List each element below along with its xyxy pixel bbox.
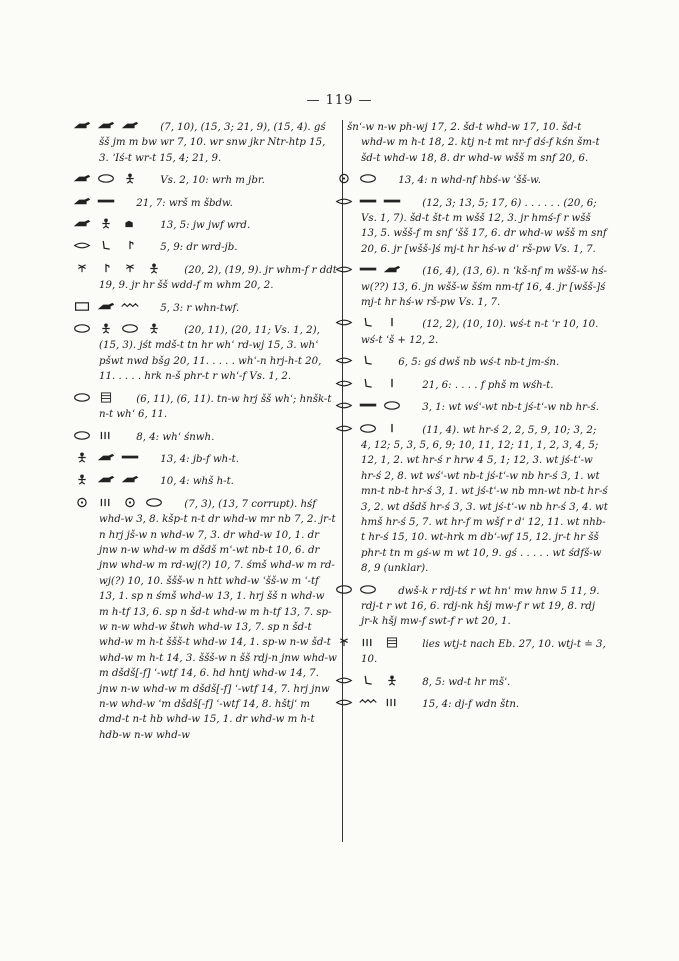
- entry-text: 8, 4: whʿ śnwh.: [133, 431, 215, 443]
- hieroglyph-bird-icon: [395, 264, 417, 275]
- entry-text: 13, 4: jb-f wh-t.: [157, 453, 240, 465]
- entry-text: šnʿ-w n-w ph-wj 17, 2. šd-t whd-w 17, 10. šd-t whd-w m h-t 18, 2. ktj n-t mt nr-f dś-f kśn šm-t šd-t whd-w 18, 8. dr whd-w wšš m snf 20, 6.: [347, 122, 600, 164]
- entry-text: 10, 4: whš h-t.: [157, 476, 234, 488]
- entry-text: 6, 5: gś dwš nb wś-t nb-t jm-śn.: [395, 357, 560, 369]
- column-divider: [342, 120, 343, 842]
- hieroglyph-bar-icon: [395, 196, 417, 207]
- right-entry: [347, 697, 609, 712]
- right-entry: [347, 378, 609, 393]
- entry-text: 21, 7: wrš m šbdw.: [133, 197, 233, 209]
- hieroglyph-stroke-icon: [395, 378, 417, 389]
- hieroglyph-bird-icon: [133, 120, 155, 131]
- hieroglyph-reed-icon: [133, 240, 155, 251]
- right-entry: [347, 196, 609, 258]
- hieroglyph-loop-icon: [395, 400, 417, 411]
- left-entry: [85, 120, 337, 166]
- entry-text: 15, 4: dj-f wdn štn.: [419, 699, 520, 710]
- entry-text: lies wtj-t nach Eb. 27, 10. wtj-t ≐ 3, 10.: [361, 638, 606, 666]
- hieroglyph-strokes-icon: [109, 430, 131, 441]
- left-entry: [85, 301, 337, 316]
- hieroglyph-bar-icon: [133, 452, 155, 463]
- right-entry: [347, 423, 609, 577]
- right-entry: [347, 355, 609, 370]
- entry-text: 21, 6: . . . . f phš m wśh-t.: [419, 379, 554, 391]
- right-column: [347, 120, 609, 719]
- hieroglyph-loop-icon: [371, 173, 393, 184]
- hieroglyph-hatch-icon: [395, 637, 417, 648]
- left-entry: [85, 173, 337, 188]
- hieroglyph-bar-icon: [109, 196, 131, 207]
- left-entry: [85, 240, 337, 255]
- hieroglyph-stroke-icon: [395, 423, 417, 434]
- hieroglyph-hatch-icon: [109, 392, 131, 403]
- left-entry: [85, 323, 337, 385]
- page-number: — 119 —: [306, 93, 373, 108]
- left-entry: [85, 474, 337, 489]
- hieroglyph-strokes-icon: [395, 697, 417, 708]
- right-entry: [347, 264, 609, 310]
- hieroglyph-water-icon: [133, 301, 155, 312]
- right-entry: [347, 400, 609, 415]
- left-entry: [85, 452, 337, 467]
- entry-text: (20, 2), (19, 9). jr whm-f r ddt 19, 9. jr hr šš wdd-f m whm 20, 2.: [99, 264, 337, 292]
- entry-text: 5, 3: r whn-twf.: [157, 302, 240, 314]
- entry-text: 8, 5: wd-t hr mšʿ.: [419, 676, 511, 688]
- right-entry: [347, 173, 609, 188]
- entry-text: 13, 4: n whd-nf hbś-w ʿšš-w.: [395, 175, 541, 187]
- entry-text: (20, 11), (20, 11; Vs. 1, 2), (15, 3). jśt mdš-t tn hr whʿ rd-wj 15, 3. whʿ pšwt nwd bšg 20, 11. . . . . whʿ-n hrj-h-t 20, 11. . . . . hrk n-š phr-t r whʿ-f Vs. 1, 2.: [99, 325, 322, 383]
- entry-text: 3, 1: wt wśʿ-wt nb-t jś-tʿ-w nb hr-ś.: [419, 402, 599, 414]
- left-entry: [85, 497, 337, 744]
- entry-text: (16, 4), (13, 6). n ʿkš-nf m wšš-w hś-w(??) 13, 6. jn wšš-w šśm nm-tf 16, 4. jr [wšš-]ś mj-t hr hś-w rš-pw Vs. 1, 7.: [361, 266, 607, 309]
- right-entry: [347, 584, 609, 630]
- entry-text: (12, 2), (10, 10). wś-t n-t ʿr 10, 10. wś-t ʿš + 12, 2.: [361, 319, 599, 346]
- hieroglyph-bird-icon: [133, 474, 155, 485]
- left-entry: [85, 430, 337, 445]
- right-entry: [347, 637, 609, 668]
- right-entry: [347, 120, 609, 166]
- entry-text: 13, 5: jw jwf wrd.: [157, 220, 251, 232]
- left-column: [85, 120, 337, 750]
- left-entry: [85, 196, 337, 211]
- entry-text: (7, 3), (13, 7 corrupt). hśf whd-w 3, 8. kšp-t n-t dr whd-w mr nb 7, 2. jr-t n hrj jš-w n whd-w 7, 3. dr whd-w 10, 1. dr jnw n-w whd-w m dšdš mʿ-wt nb-t 10, 6. dr jnw whd-w m rd-wj(?) 10, 7. śmš whd-w m rd-wj(?) 10, 10. ššš-w n htt whd-w ʿšš-w m ʿ-tf 13, 1. sp n śmš whd-w 13, 1. hrj šš n whd-w m h-tf 13, 6. sp n šd-t whd-w m h-tf 13, 7. sp-w n-w whd-w štwh whd-w 13, 7. sp n šd-t whd-w m h-t ššš-t whd-w 14, 1. sp-w n-w šd-t whd-w m h-t 14, 3. ššš-w n šš rdj-n jnw whd-w m dšdš[-f] ʿ-wtf 14, 6. hd hntj whd-w 14, 7. jnw n-w whd-w m dšdš[-f] ʿ-wtf 14, 7. hrj jnw n-w whd-w ʿm dšdš[-f] ʿ-wtf 14, 8. hštjʿ m dmd-t n-t hb whd-w 15, 1. dr whd-w m h-t hdb-w n-w whd-w: [99, 498, 337, 741]
- hieroglyph-loop-icon: [157, 497, 179, 508]
- right-entry: [347, 317, 609, 348]
- entry-text: (6, 11), (6, 11). tn-w hrj šš whʿ; hnšk-t n-t whʿ 6, 11.: [99, 393, 332, 421]
- right-entry: [347, 675, 609, 690]
- entry-text: (7, 10), (15, 3; 21, 9), (15, 4). gś šš jm m bw wr 7, 10. wr snw jkr Ntr-htp 15, 3. ʾIś-t wr-t 15, 4; 21, 9.: [99, 122, 326, 164]
- hieroglyph-man-icon: [157, 263, 179, 274]
- entry-text: 5, 9: dr wrd-jb.: [157, 242, 238, 254]
- left-entry: [85, 392, 337, 423]
- left-entry: [85, 218, 337, 233]
- left-entry: [85, 263, 337, 294]
- hieroglyph-man-icon: [133, 173, 155, 184]
- entry-text: Vs. 2, 10: wrh m jbr.: [157, 175, 265, 187]
- entry-text: (12, 3; 13, 5; 17, 6) . . . . . . (20, 6; Vs. 1, 7). šd-t št-t m wšš 12, 3. jr hmś-f r wšš 13, 5. wšš-f m snf ʿšš 17, 6. dr whd-w wšš m snf 20, 6. jr [wšš-]ś mj-t hr hś-w dʿ rš-pw Vs. 1, 7.: [361, 197, 607, 255]
- entry-text: dwš-k r rdj-tś r wt hnʿ mw hnw 5 11, 9. rdj-t r wt 16, 6. rdj-nk hšj mw-f r wt 19, 8. rdj jr-k hšj mw-f swt-f r wt 20, 1.: [361, 585, 600, 628]
- hieroglyph-man-icon: [395, 675, 417, 686]
- hieroglyph-leg-icon: [371, 355, 393, 366]
- hieroglyph-man-icon: [157, 323, 179, 334]
- hieroglyph-stroke-icon: [395, 317, 417, 328]
- hieroglyph-seated-icon: [133, 218, 155, 229]
- hieroglyph-loop-icon: [371, 584, 393, 595]
- entry-text: (11, 4). wt hr-ś 2, 2, 5, 9, 10; 3, 2; 4, 12; 5, 3, 5, 6, 9; 10, 11, 12; 11, 1, 2, 3, 4, 5; 12, 1, 2. wt hr-ś r hrw 4 5, 1; 12, 3. wt jś-tʿ-w hr-ś 2, 8. wt wśʿ-wt nb-t jś-tʿ-w nb hr-ś 3, 1. wt mn-t nb-t hr-ś 3, 1. wt jś-tʿ-w nb mn-wt nb-t hr-ś 3, 2. wt dšdš hr-ś 3, 3. wt jś-tʿ-w nb hr-ś 3, 4. wt hmš hr-ś 5, 7. wt hr-f m wšf r dʿ 12, 11. wt nhb-t hr-ś 15, 10. wt-hrk m dbʿ-wf 15, 12. jr-t hr šš phr-t tn m gś-w m wt 10, 9. gś . . . . . wt śdfš-w 8, 9 (unklar).: [361, 424, 608, 575]
